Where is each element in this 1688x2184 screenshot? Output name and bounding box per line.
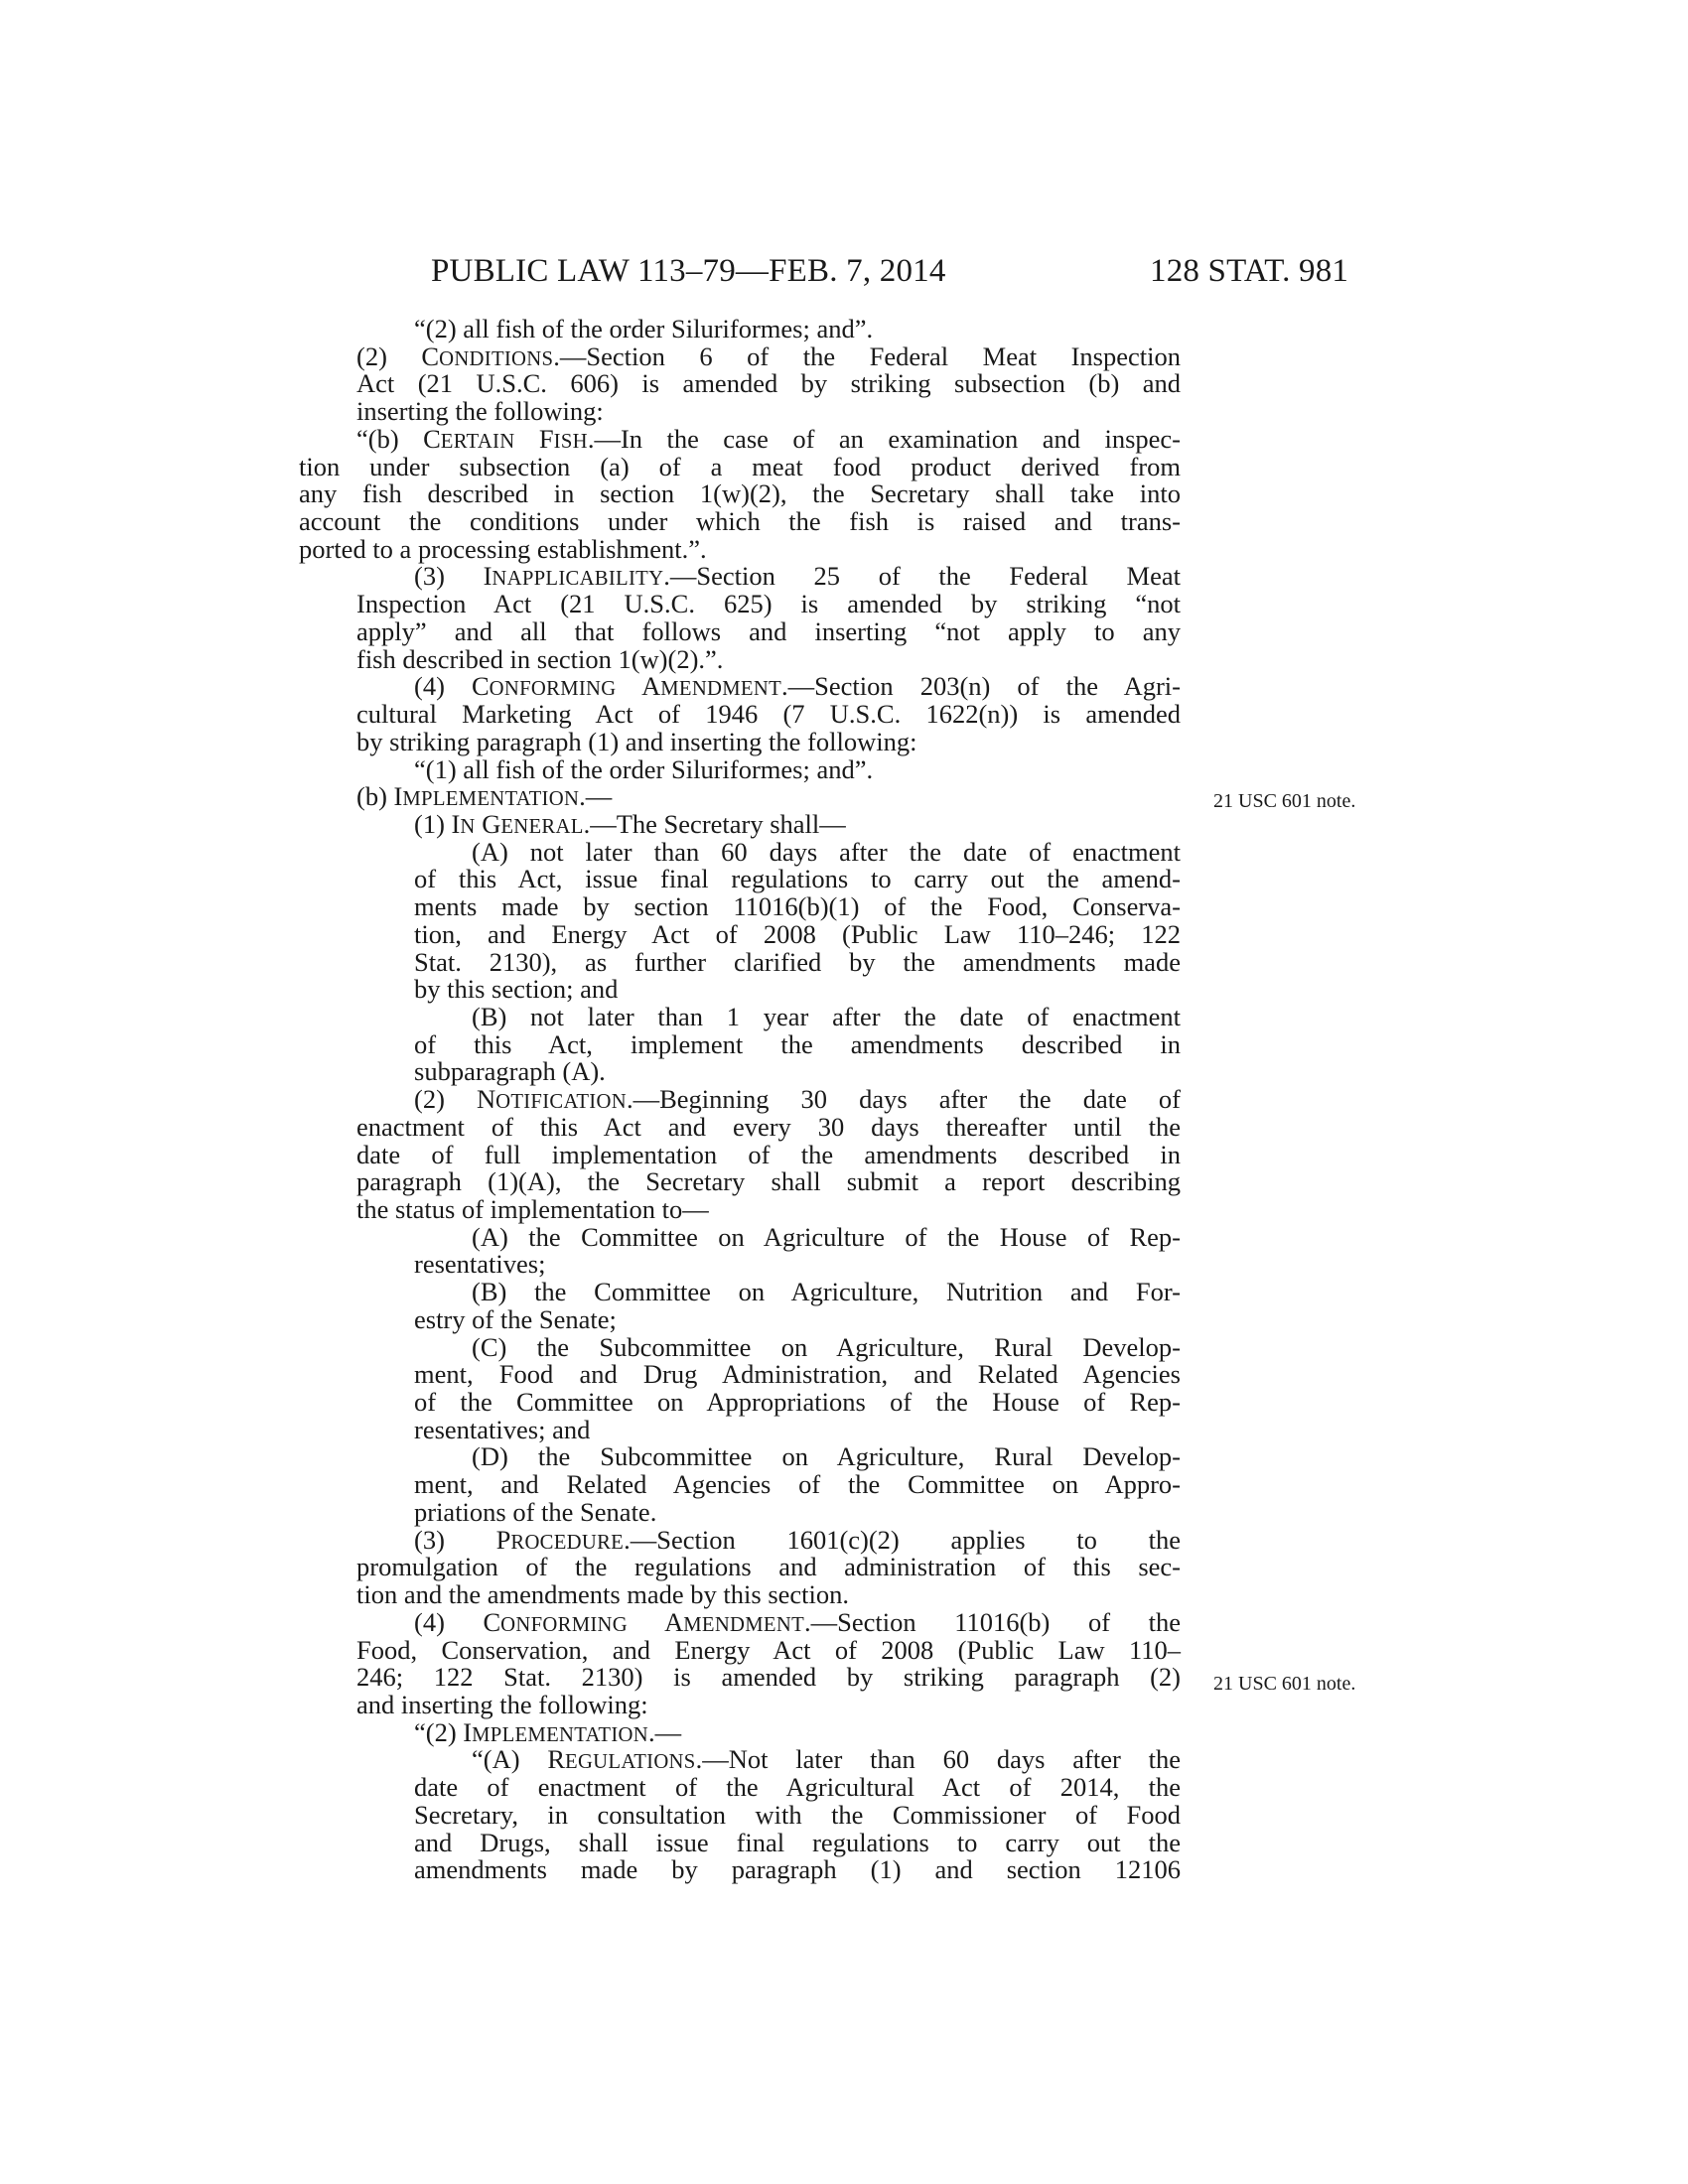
text-line: ment, and Related Agencies of the Committee on Appro-	[414, 1469, 1181, 1500]
text-line: by this section; and	[414, 974, 619, 1005]
text-line: “(1) all fish of the order Siluriformes; and”.	[414, 753, 874, 784]
text-line: paragraph (1)(A), the Secretary shall submit a report describing	[356, 1166, 1181, 1197]
text-line: (4) CONFORMING AMENDMENT.—Section 11016(b) of the	[414, 1606, 1181, 1637]
page-stat-number: 128 STAT. 981	[1150, 253, 1349, 289]
text-line: “(A) REGULATIONS.—Not later than 60 days after the	[472, 1744, 1181, 1775]
text-line: “(b) CERTAIN FISH.—In the case of an examination and inspec-	[356, 423, 1181, 454]
text-line: fish described in section 1(w)(2).”.	[356, 643, 724, 674]
text-line: (B) not later than 1 year after the date of enactment	[472, 1001, 1181, 1031]
text-line: (D) the Subcommittee on Agriculture, Rural Develop-	[472, 1441, 1181, 1472]
text-line: (A) not later than 60 days after the date of enactment	[472, 836, 1181, 867]
margin-note: 21 USC 601 note.	[1213, 790, 1356, 812]
text-line: any fish described in section 1(w)(2), the Secretary shall take into	[299, 478, 1181, 509]
text-line: “(2) all fish of the order Siluriformes; and”.	[414, 314, 874, 343]
text-line: (3) PROCEDURE.—Section 1601(c)(2) applies to the	[414, 1524, 1181, 1555]
text-line: promulgation of the regulations and administration of this sec-	[356, 1552, 1181, 1582]
text-line: of the Committee on Appropriations of the House of Rep-	[414, 1387, 1181, 1418]
text-line: (A) the Committee on Agriculture of the House of Rep-	[472, 1221, 1181, 1252]
text-line: enactment of this Act and every 30 days thereafter until the	[356, 1111, 1181, 1142]
text-line: (C) the Subcommittee on Agriculture, Rural Develop-	[472, 1331, 1181, 1362]
text-line: Inspection Act (21 U.S.C. 625) is amended by striking “not	[356, 589, 1181, 619]
text-line: Secretary, in consultation with the Commissioner of Food	[414, 1799, 1181, 1830]
text-line: and inserting the following:	[356, 1689, 648, 1719]
running-header-title: PUBLIC LAW 113–79—FEB. 7, 2014	[431, 253, 946, 289]
text-line: by striking paragraph (1) and inserting the following:	[356, 726, 917, 756]
text-line: ments made by section 11016(b)(1) of the Food, Conserva-	[414, 891, 1181, 922]
text-line: account the conditions under which the fish is raised and trans-	[299, 506, 1181, 537]
text-line: estry of the Senate;	[414, 1303, 617, 1334]
document-body	[299, 316, 1181, 1884]
text-line: date of full implementation of the amendments described in	[356, 1139, 1181, 1169]
text-line: (2) CONDITIONS.—Section 6 of the Federal Meat Inspection	[356, 341, 1181, 371]
text-line: priations of the Senate.	[414, 1496, 657, 1527]
text-line: (B) the Committee on Agriculture, Nutrition and For-	[472, 1277, 1181, 1307]
text-line: (2) NOTIFICATION.—Beginning 30 days after the date of	[414, 1084, 1182, 1115]
text-line: apply” and all that follows and inserting “not apply to any	[356, 615, 1181, 646]
text-line: inserting the following:	[356, 396, 604, 427]
text-line: 246; 122 Stat. 2130) is amended by striking paragraph (2)	[356, 1662, 1181, 1693]
text-line: the status of implementation to—	[356, 1194, 709, 1224]
text-line: Food, Conservation, and Energy Act of 2008 (Public Law 110–	[356, 1634, 1181, 1665]
text-line: tion, and Energy Act of 2008 (Public Law 110–246; 122	[414, 918, 1181, 949]
text-line: subparagraph (A).	[414, 1056, 606, 1087]
text-line: “(2) IMPLEMENTATION.—	[414, 1716, 682, 1747]
text-line: amendments made by paragraph (1) and section 12106	[414, 1854, 1181, 1885]
margin-note: 21 USC 601 note.	[1213, 1673, 1356, 1695]
text-line: Stat. 2130), as further clarified by the amendments made	[414, 946, 1181, 977]
text-line: and Drugs, shall issue final regulations to carry out the	[414, 1827, 1181, 1857]
text-line: (1) IN GENERAL.—The Secretary shall—	[414, 808, 846, 839]
text-line: of this Act, issue final regulations to carry out the amend-	[414, 864, 1181, 894]
text-line: ported to a processing establishment.”.	[299, 533, 707, 564]
text-line: ment, Food and Drug Administration, and Related Agencies	[414, 1359, 1181, 1390]
text-line: of this Act, implement the amendments described in	[414, 1028, 1181, 1059]
text-line: (4) CONFORMING AMENDMENT.—Section 203(n) of the Agri-	[414, 671, 1181, 702]
text-line: (3) INAPPLICABILITY.—Section 25 of the Federal Meat	[414, 561, 1181, 592]
text-line: cultural Marketing Act of 1946 (7 U.S.C. 1622(n)) is amended	[356, 699, 1181, 730]
text-line: tion under subsection (a) of a meat food product derived from	[299, 451, 1181, 481]
text-line: resentatives; and	[414, 1414, 591, 1444]
text-line: (b) IMPLEMENTATION.—	[356, 781, 613, 812]
text-line: date of enactment of the Agricultural Act of 2014, the	[414, 1772, 1181, 1803]
text-line: tion and the amendments made by this section.	[356, 1579, 850, 1610]
text-line: Act (21 U.S.C. 606) is amended by striking subsection (b) and	[356, 368, 1181, 399]
text-line: resentatives;	[414, 1249, 546, 1280]
